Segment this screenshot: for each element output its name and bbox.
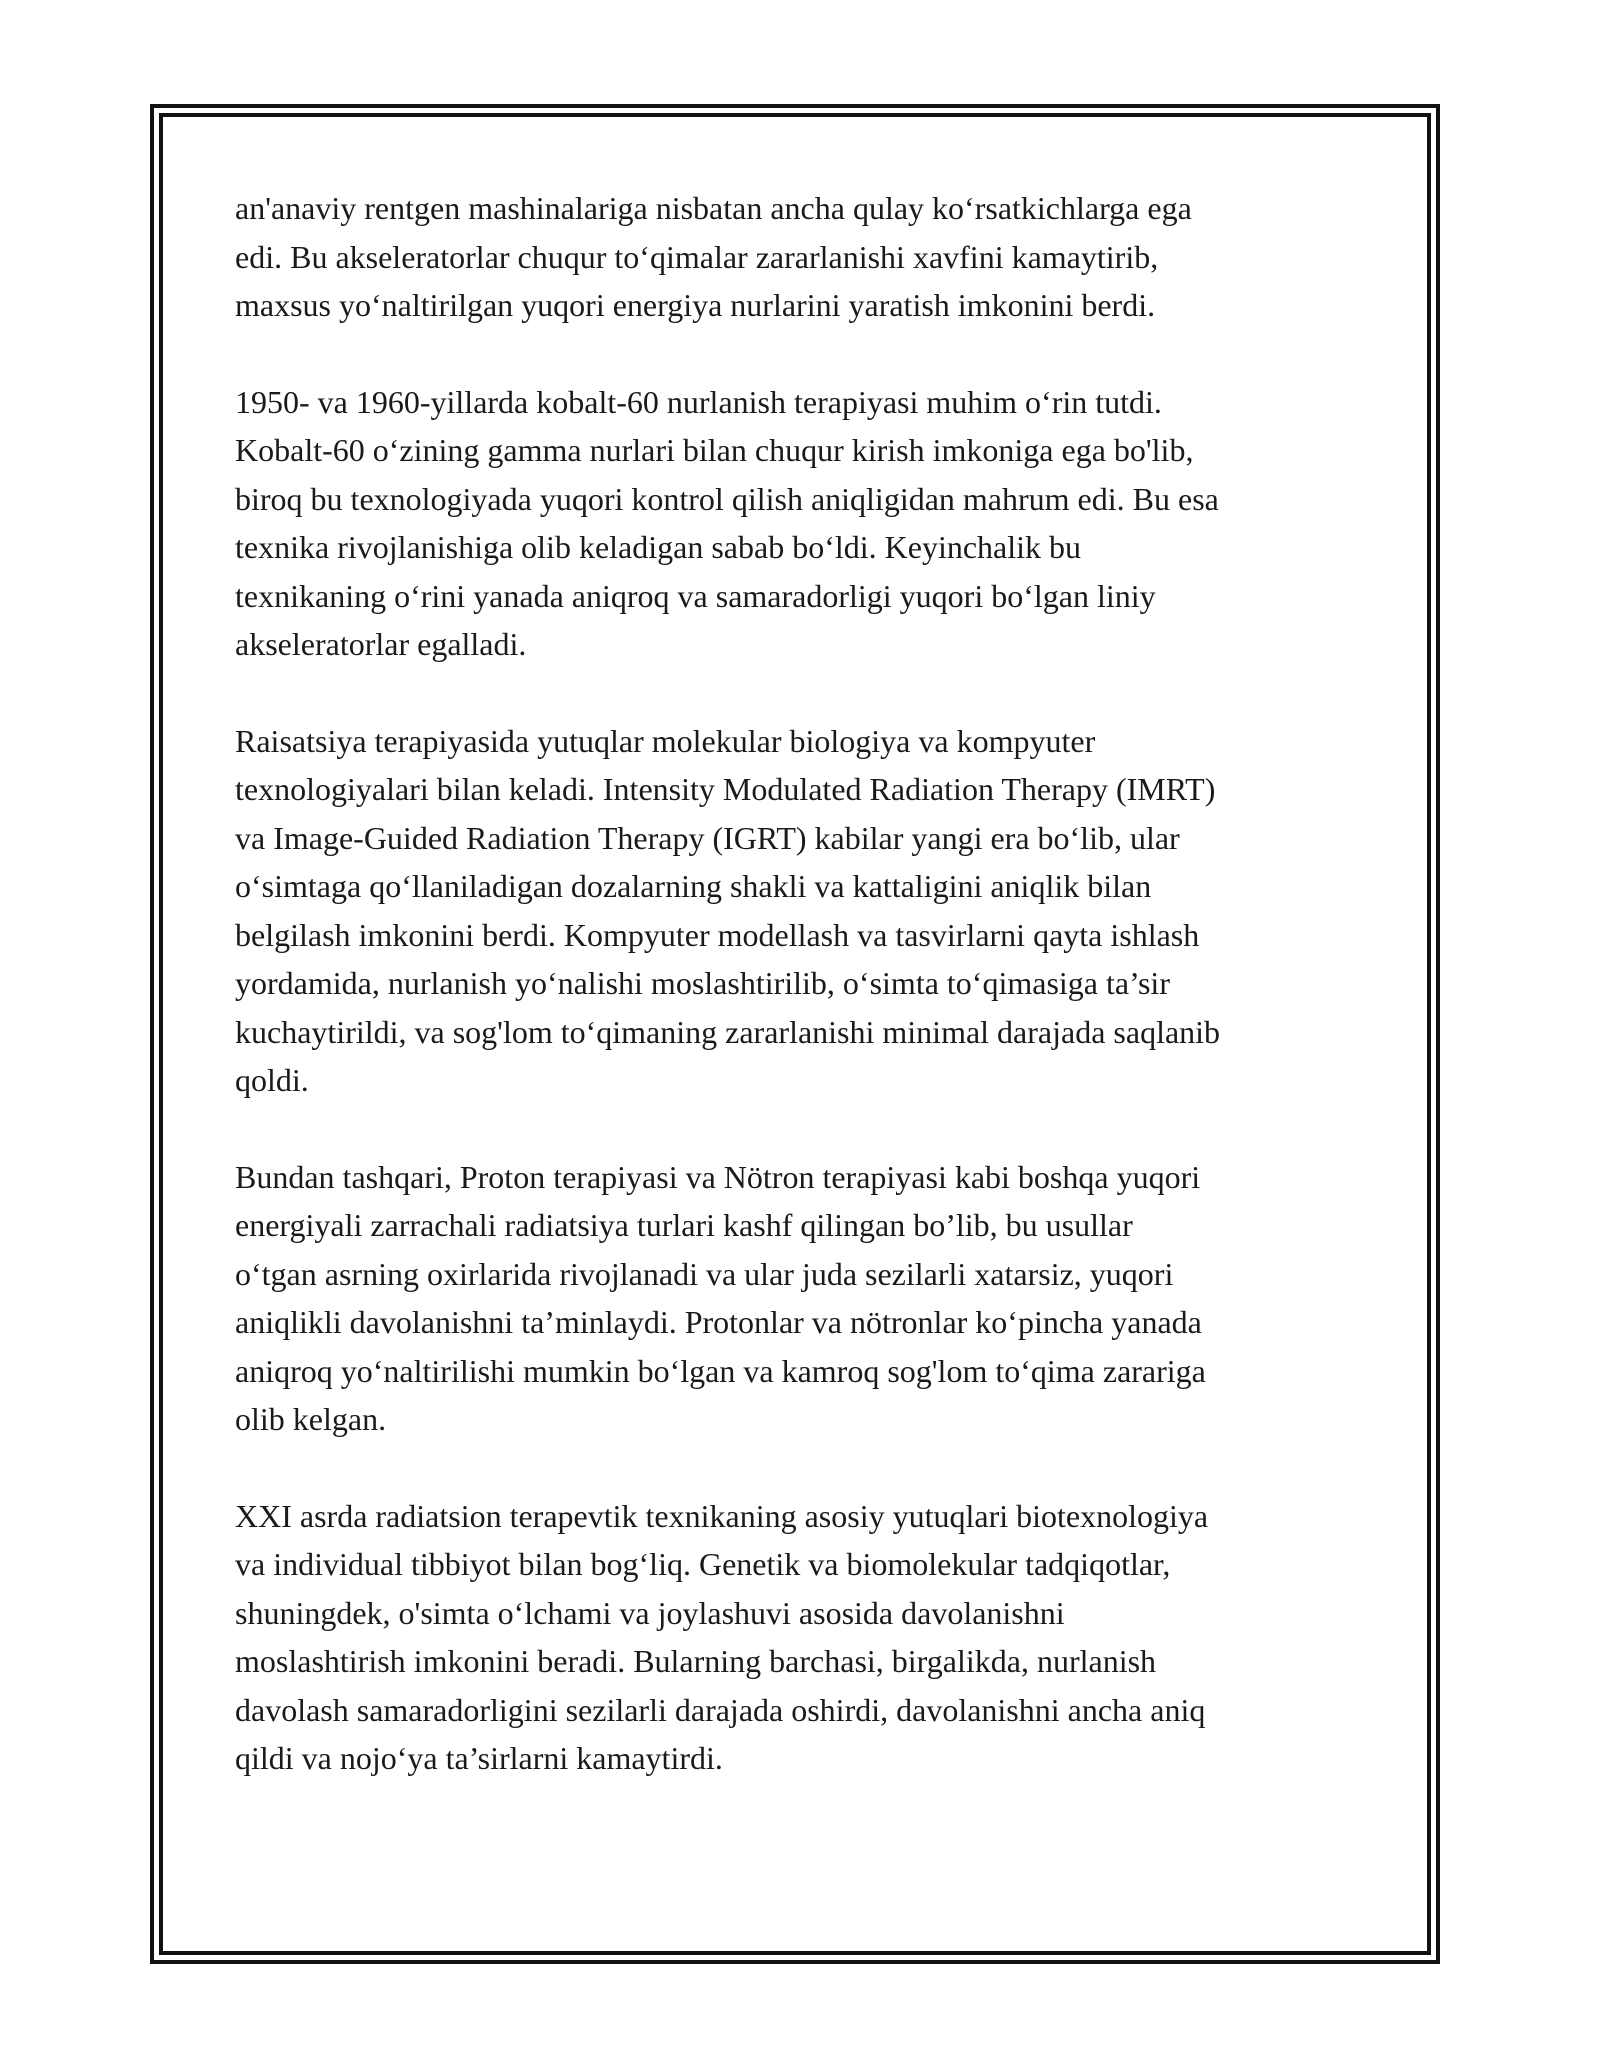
paragraph-4: Bundan tashqari, Proton terapiyasi va Nötron terapiyasi kabi boshqa yuqori energiyali zarrachali radiatsiya turlari kashf qilingan bo’lib, bu usullar o‘tgan asrning oxirlarida rivojlanadi va ular juda sezilarli xatarsiz, yuqori aniqlikli davolanishni ta’minlaydi. Protonlar va nötronlar ko‘pincha yanada aniqroq yo‘naltirilishi mumkin bo‘lgan va kamroq sog'lom to‘qima zarariga olib kelgan. — [235, 1158, 1206, 1437]
document-body — [235, 184, 1370, 1831]
paragraph-2: 1950- va 1960-yillarda kobalt-60 nurlanish terapiyasi muhim o‘rin tutdi. Kobalt-60 o‘zining gamma nurlari bilan chuqur kirish imkoniga ega bo'lib, biroq bu texnologiyada yuqori kontrol qilish aniqligidan mahrum edi. Bu esa texnika rivojlanishiga olib keladigan sabab bo‘ldi. Keyinchalik bu texnikaning o‘rini yanada aniqroq va samaradorligi yuqori bo‘lgan liniy akseleratorlar egalladi. — [235, 383, 1219, 662]
paragraph-1: an'anaviy rentgen mashinalariga nisbatan ancha qulay ko‘rsatkichlarga ega edi. Bu akseleratorlar chuqur to‘qimalar zararlanishi xavfini kamaytirib, maxsus yo‘naltirilgan yuqori energiya nurlarini yaratish imkonini berdi. — [235, 190, 1192, 323]
paragraph-5: XXI asrda radiatsion terapevtik texnikaning asosiy yutuqlari biotexnologiya va individual tibbiyot bilan bog‘liq. Genetik va biomolekular tadqiqotlar, shuningdek, o'simta o‘lchami va joylashuvi asosida davolanishni moslashtirish imkonini beradi. Bularning barchasi, birgalikda, nurlanish davolash samaradorligini sezilarli darajada oshirdi, davolanishni ancha aniq qildi va nojo‘ya ta’sirlarni kamaytirdi. — [235, 1497, 1209, 1776]
paragraph-3: Raisatsiya terapiyasida yutuqlar molekular biologiya va kompyuter texnologiyalari bilan keladi. Intensity Modulated Radiation Therapy (IMRT) va Image-Guided Radiation Therapy (IGRT) kabilar yangi era bo‘lib, ular o‘simtaga qo‘llaniladigan dozalarning shakli va kattaligini aniqlik bilan belgilash imkonini berdi. Kompyuter modellash va tasvirlarni qayta ishlash yordamida, nurlanish yo‘nalishi moslashtirilib, o‘simta to‘qimasiga ta’sir kuchaytirildi, va sog'lom to‘qimaning zararlanishi minimal darajada saqlanib qoldi. — [235, 722, 1221, 1098]
